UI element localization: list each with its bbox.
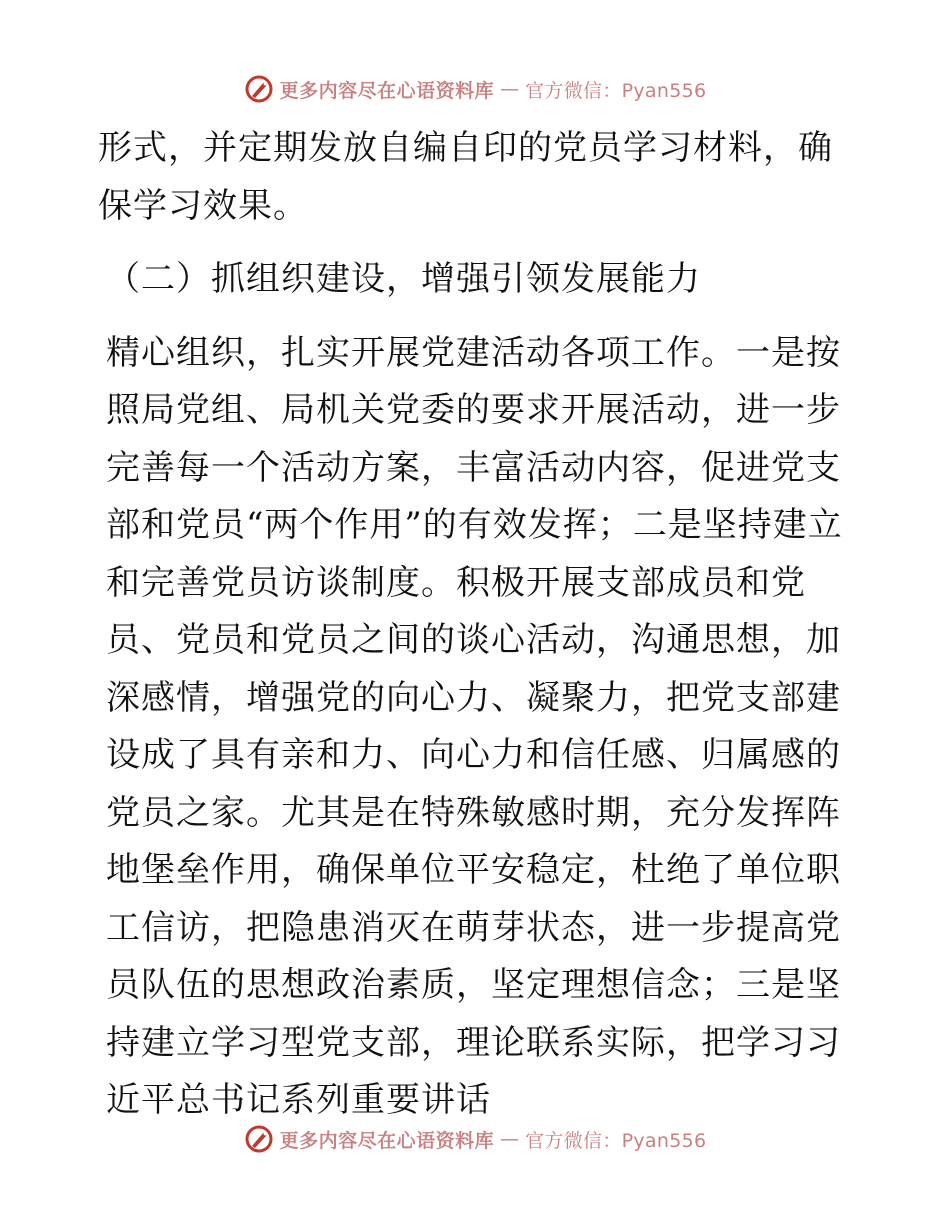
header-watermark (0, 74, 950, 104)
section-heading: （二）抓组织建设，增强引领发展能力 (106, 259, 701, 299)
watermark-brand: 更多内容尽在心语资料库 (279, 1129, 495, 1152)
watermark-separator: — (500, 78, 520, 100)
pen-circle-logo-icon (244, 1124, 274, 1154)
footer-watermark (0, 1124, 950, 1154)
document-body (98, 120, 850, 1130)
paragraph-continuation: 形式，并定期发放自编自印的党员学习材料，确保学习效果。 (98, 128, 833, 226)
watermark-contact: 官方微信：Pyan556 (525, 1129, 707, 1152)
watermark-contact: 官方微信：Pyan556 (525, 79, 707, 102)
paragraph-body: 精心组织，扎实开展党建活动各项工作。一是按照局党组、局机关党委的要求开展活动，进一步完善每一个活动方案，丰富活动内容，促进党支部和党员“两个作用”的有效发挥；二是坚持建立和完善党员访谈制度。积极开展支部成员和党员、党员和党员之间的谈心活动，沟通思想，加深感情，增强党的向心力、凝聚力，把党支部建设成了具有亲和力、向心力和信任感、归属感的党员之家。尤其是在特殊敏感时期，充分发挥阵地堡垒作用，确保单位平安稳定，杜绝了单位职工信访，把隐患消灭在萌芽状态，进一步提高党员队伍的思想政治素质，坚定理想信念；三是坚持建立学习型党支部，理论联系实际，把学习习近平总书记系列重要讲话 (106, 332, 843, 1120)
pen-circle-logo-icon (244, 74, 274, 104)
watermark-separator: — (500, 1128, 520, 1150)
watermark-brand: 更多内容尽在心语资料库 (279, 79, 495, 102)
